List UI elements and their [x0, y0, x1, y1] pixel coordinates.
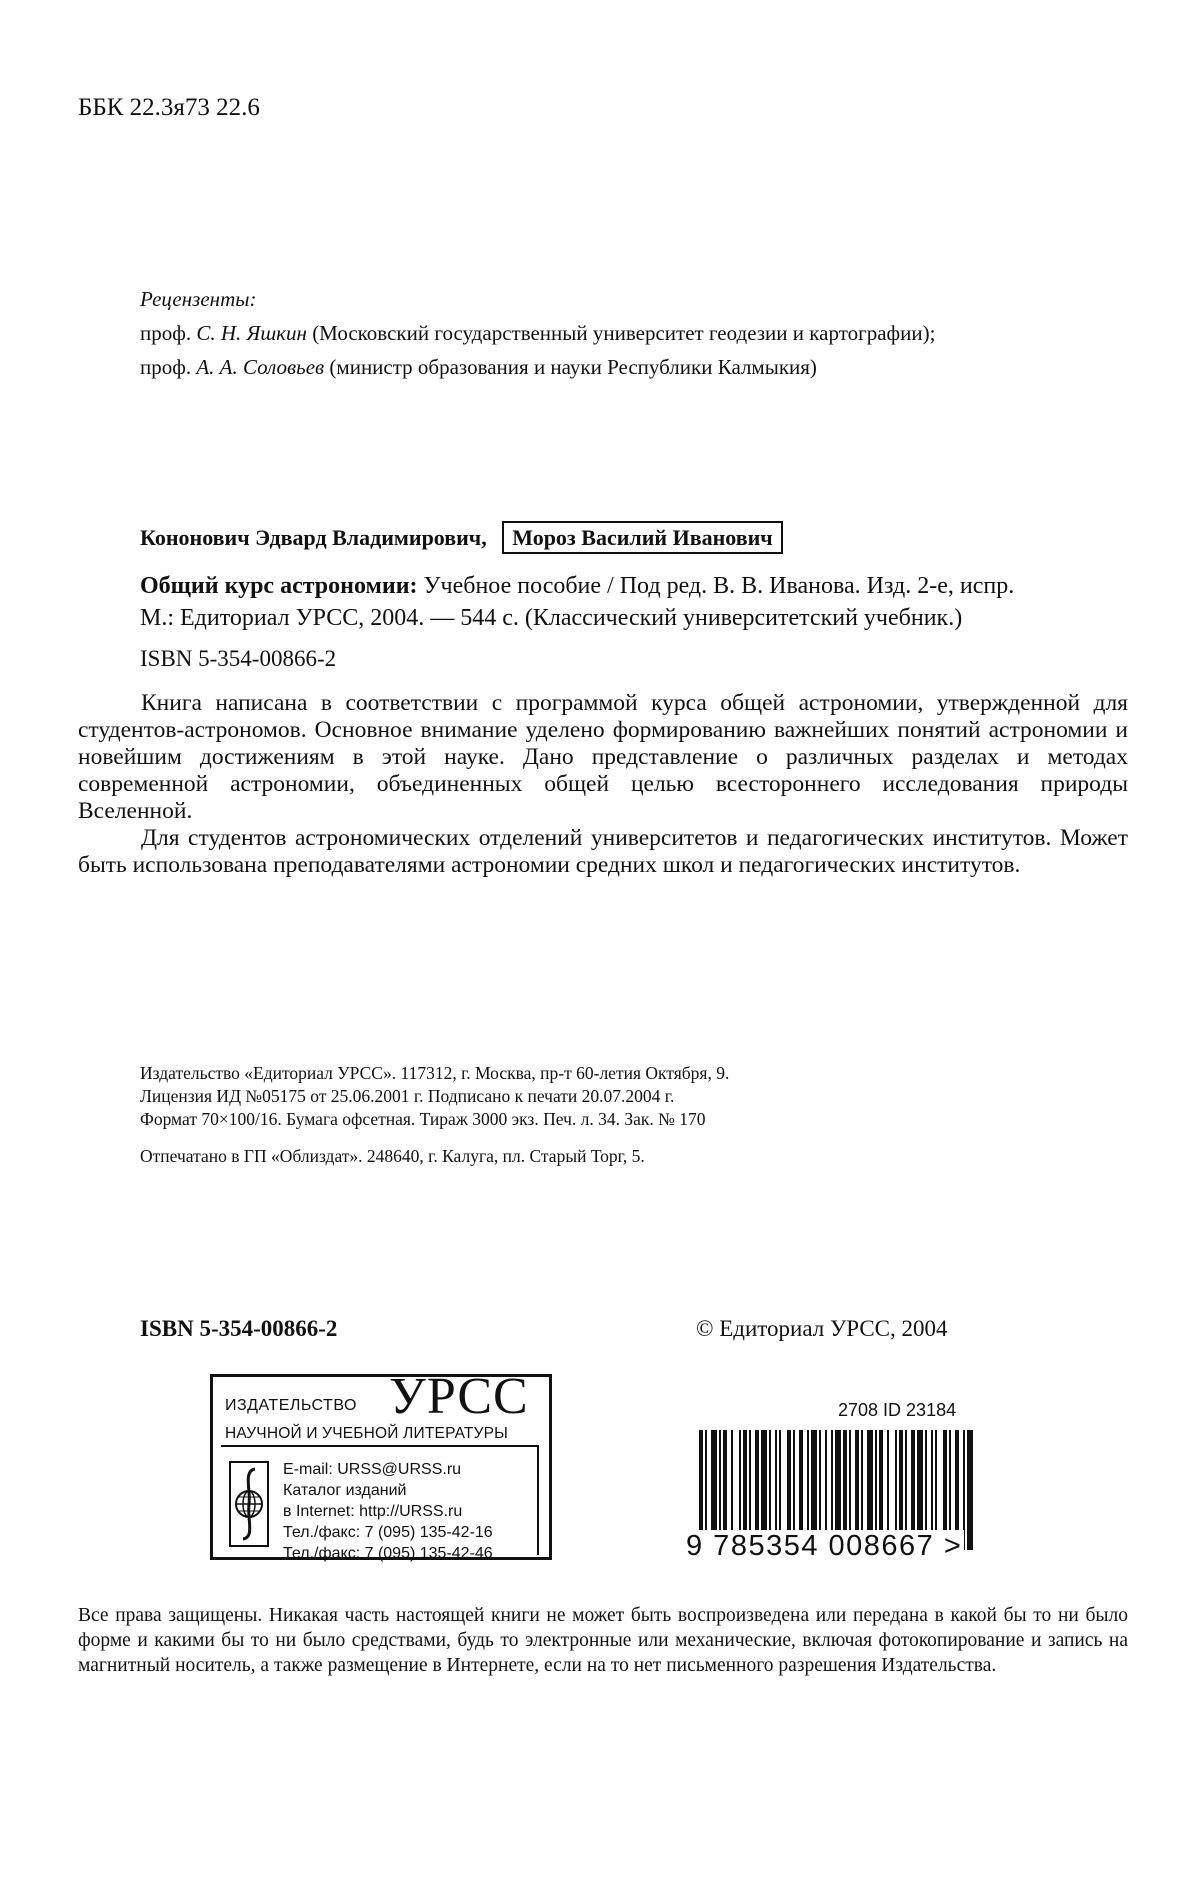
publisher-logo-text: УРСС — [389, 1368, 529, 1425]
reviewer-2-prefix: проф. — [140, 355, 192, 379]
rights-notice: Все права защищены. Никакая часть настоящей книги не может быть воспроизведена или передана в какой бы то ни было форме и какими бы то ни было средствами, будь то электронные или механические, включая фотокопирование и запись на магнитный носитель, а также размещение в Интернете, если на то нет письменного разрешения Издательства. — [78, 1605, 1128, 1676]
publisher-divider — [221, 1445, 539, 1447]
authors-line — [140, 525, 783, 551]
reviewer-1-prefix: проф. — [140, 321, 192, 345]
book-title: Общий курс астрономии: — [140, 573, 418, 599]
publisher-catalog: Каталог изданий — [283, 1482, 407, 1499]
bibliographic-description — [140, 570, 1100, 634]
reviewer-2-name: А. А. Соловьев — [196, 355, 325, 379]
imprint-line-1: Издательство «Едиториал УРСС». 117312, г. Москва, пр-т 60-летия Октября, 9. — [140, 1063, 730, 1083]
author-1: Кононович Эдвард Владимирович, — [140, 525, 487, 550]
publisher-divider-vertical — [537, 1445, 539, 1555]
biblio-details: Учебное пособие / Под ред. В. В. Иванова. Изд. 2-е, испр. — [423, 573, 1015, 599]
publisher-box — [210, 1368, 552, 1562]
reviewer-1-name: С. Н. Яшкин — [196, 321, 307, 345]
imprint-line-2: Лицензия ИД №05175 от 25.06.2001 г. Подписано к печати 20.07.2004 г. — [140, 1086, 675, 1106]
reviewer-2-affiliation: (министр образования и науки Республики Калмыкия) — [329, 355, 817, 379]
reviewers-block — [140, 282, 1100, 384]
annotation-paragraph-1: Книга написана в соответствии с программой курса общей астрономии, утвержденной для студентов-астрономов. Основное внимание уделено формированию важнейших понятий астрономии и новейшим достижениям в этой науке. Дано представление о различных разделах и методах современной астрономии, объединенных общей целью всестороннего исследования природы Вселенной. — [78, 690, 1128, 824]
reviewer-1-affiliation: (Московский государственный университет геодезии и картографии); — [312, 321, 936, 345]
barcode-number: 9 785354 008667 > — [686, 1530, 963, 1562]
publisher-phone-1: Тел./факс: 7 (095) 135-42-16 — [283, 1524, 493, 1541]
barcode-id: 2708 ID 23184 — [838, 1400, 957, 1420]
reviewer-1 — [140, 316, 1100, 350]
barcode-bar — [967, 1430, 973, 1550]
annotation-paragraph-2: Для студентов астрономических отделений университетов и педагогических институтов. Может быть использована преподавателями астрономии средних школ и педагогических институтов. — [78, 825, 1128, 878]
biblio-publication: М.: Едиториал УРСС, 2004. — 544 с. (Классический университетский учебник.) — [140, 605, 963, 631]
publisher-phone-2: Тел./факс: 7 (095) 135-42-46 — [283, 1545, 493, 1562]
publisher-contacts — [283, 1459, 493, 1564]
publisher-subtitle: НАУЧНОЙ И УЧЕБНОЙ ЛИТЕРАТУРЫ — [225, 1425, 509, 1442]
isbn-top: ISBN 5-354-00866-2 — [140, 646, 337, 671]
globe-logo-icon — [229, 1461, 269, 1547]
bbk-code: ББК 22.3я73 22.6 — [78, 94, 260, 121]
imprint-line-3: Формат 70×100/16. Бумага офсетная. Тираж 3000 экз. Печ. л. 34. Зак. № 170 — [140, 1109, 706, 1129]
author-2-boxed: Мороз Василий Иванович — [502, 521, 782, 554]
imprint-line-4: Отпечатано в ГП «Облиздат». 248640, г. Калуга, пл. Старый Торг, 5. — [140, 1146, 645, 1166]
isbn-bottom: ISBN 5-354-00866-2 — [140, 1316, 338, 1341]
publisher-internet: в Internet: http://URSS.ru — [283, 1503, 463, 1520]
publisher-email: E-mail: URSS@URSS.ru — [283, 1461, 462, 1478]
copyright: © Едиториал УРСС, 2004 — [696, 1316, 948, 1341]
reviewer-2 — [140, 350, 1100, 384]
imprint-block — [140, 1062, 1100, 1168]
reviewers-title: Рецензенты: — [140, 287, 257, 311]
annotation — [78, 690, 1128, 879]
publisher-label: ИЗДАТЕЛЬСТВО — [225, 1397, 357, 1414]
